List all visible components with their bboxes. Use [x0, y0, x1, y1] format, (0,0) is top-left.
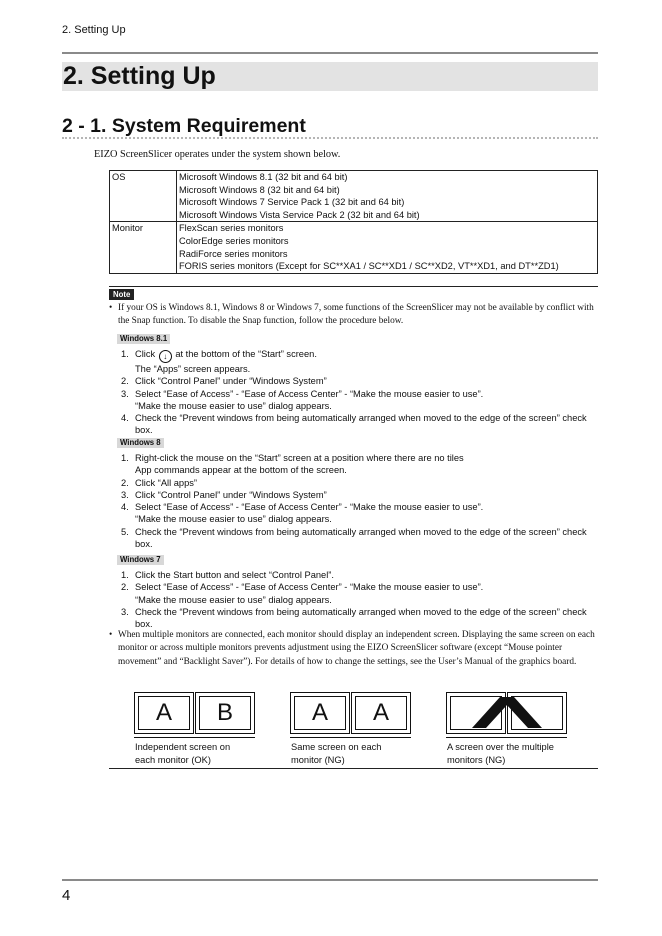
requirement-line: Microsoft Windows 7 Service Pack 1 (32 bit and 64 bit) — [179, 197, 405, 208]
requirement-line: ColorEdge series monitors — [179, 235, 289, 246]
list-item: 2. Select “Ease of Access” - “Ease of Access Center” - “Make the mouse easier to use”. “Make the mouse easier to use” dialog appears. — [121, 582, 484, 605]
list-item: 3. Click “Control Panel” under “Windows System” — [121, 489, 327, 500]
list-item: 2. Click “Control Panel” under “Windows System” — [121, 376, 327, 387]
windows-8-steps — [121, 452, 601, 550]
note-bullet-multi-monitor — [109, 629, 601, 669]
note-bullet-text: If your OS is Windows 8.1, Windows 8 or Windows 7, some functions of the ScreenSlicer may not be available by conflict with the Snap function. To disable the Snap function, follow the procedure below. — [118, 303, 594, 327]
screen-letter: A — [155, 699, 172, 726]
chapter-title: 2. Setting Up — [62, 62, 598, 91]
running-header: 2. Setting Up — [62, 24, 126, 36]
spanned-letter-a-graphic — [470, 697, 544, 729]
screen-letter: B — [216, 699, 233, 726]
windows-7-label: Windows 7 — [117, 555, 164, 565]
monitor-illustration — [351, 692, 411, 734]
list-item: 5. Check the “Prevent windows from being automatically arranged when moved to the edge of the screen” check box. — [121, 526, 587, 550]
requirement-label: OS — [110, 171, 177, 222]
arrow-down-circle-icon: ↓ — [159, 350, 172, 363]
requirement-line: FORIS series monitors (Except for SC**XA1 / SC**XD1 / SC**XD2, VT**XD1, and DT**ZD1) — [179, 261, 559, 272]
windows-81-label: Windows 8.1 — [117, 334, 170, 344]
table-row — [110, 171, 598, 222]
section-title: 2 - 1. System Requirement — [62, 115, 306, 137]
bullet-mark: • — [109, 303, 113, 313]
requirement-values — [177, 222, 598, 273]
figure-caption: Independent screen on each monitor (OK) — [135, 742, 231, 765]
section-title-rule — [62, 137, 598, 139]
table-row — [110, 222, 598, 273]
windows-81-steps — [121, 348, 601, 437]
list-item: 3. Select “Ease of Access” - “Ease of Access Center” - “Make the mouse easier to use”. “Make the mouse easier to use” dialog appears. — [121, 388, 484, 411]
list-item: 1. Click the Start button and select “Control Panel”. — [121, 570, 334, 580]
note-bullet-snap — [109, 302, 601, 329]
list-item: 3. Check the “Prevent windows from being automatically arranged when moved to the edge of the screen” check box. — [121, 606, 587, 630]
requirement-label: Monitor — [110, 222, 177, 273]
monitor-stand — [290, 737, 411, 738]
requirement-line: Microsoft Windows 8 (32 bit and 64 bit) — [179, 184, 340, 195]
monitor-illustration — [195, 692, 255, 734]
list-item: 2. Click “All apps” — [121, 477, 197, 488]
windows-7-steps — [121, 569, 601, 630]
monitor-illustration — [290, 692, 350, 734]
figure-caption: A screen over the multiple monitors (NG) — [447, 742, 554, 765]
monitor-stand — [446, 737, 567, 738]
requirement-values — [177, 171, 598, 222]
note-top-rule — [109, 286, 598, 287]
figure-caption: Same screen on each monitor (NG) — [291, 742, 382, 765]
list-item: 1. Click ↓ at the bottom of the “Start” screen. The “Apps” screen appears. — [121, 349, 317, 374]
bullet-mark: • — [109, 630, 113, 640]
windows-8-label: Windows 8 — [117, 438, 164, 448]
monitor-illustration — [134, 692, 194, 734]
list-item: 4. Check the “Prevent windows from being automatically arranged when moved to the edge of the screen” check box. — [121, 413, 587, 436]
screen-letter: A — [311, 699, 328, 726]
list-item: 1. Right-click the mouse on the “Start” screen at a position where there are no tiles App commands appear at the bottom of the screen. — [121, 453, 464, 476]
note-bullet-text: When multiple monitors are connected, each monitor should display an independent screen. Displaying the same screen on each monitor or across multiple monitors prevents adjustment using the EIZO ScreenSlicer software (except “Mouse pointer movement” and “Backlight Saver”). For details of how to change the settings, see the User’s Manual of the graphics board. — [118, 630, 595, 667]
requirement-line: Microsoft Windows Vista Service Pack 2 (32 bit and 64 bit) — [179, 209, 420, 220]
page-number: 4 — [62, 887, 71, 904]
note-bottom-rule — [109, 768, 598, 769]
monitor-stand — [134, 737, 255, 738]
requirements-table — [109, 170, 598, 274]
intro-text: EIZO ScreenSlicer operates under the system shown below. — [94, 149, 341, 160]
list-item: 4. Select “Ease of Access” - “Ease of Access Center” - “Make the mouse easier to use”. “Make the mouse easier to use” dialog appears. — [121, 502, 484, 525]
requirement-line: RadiForce series monitors — [179, 248, 288, 259]
requirement-line: Microsoft Windows 8.1 (32 bit and 64 bit) — [179, 172, 348, 182]
requirement-line: FlexScan series monitors — [179, 223, 284, 234]
header-rule — [62, 52, 598, 54]
footer-rule — [62, 879, 598, 881]
screen-letter: A — [372, 699, 389, 726]
note-badge: Note — [109, 289, 134, 300]
